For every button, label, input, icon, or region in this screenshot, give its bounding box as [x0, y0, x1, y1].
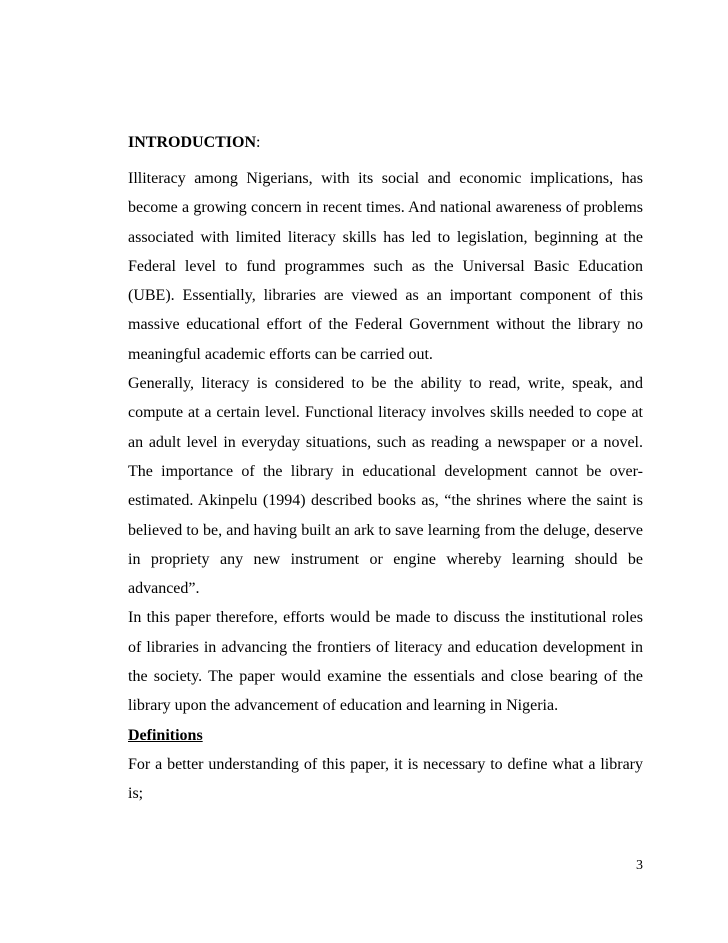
- section-heading: [128, 131, 643, 155]
- definitions-heading: Definitions: [128, 726, 203, 744]
- page-number: 3: [636, 858, 643, 873]
- paragraph-paper-purpose: In this paper therefore, efforts would be made to discuss the institutional roles of libraries in advancing the frontiers of literacy and education development in the society. The paper would examine the essentials and close bearing of the library upon the advancement of education and learning in Nigeria.: [128, 609, 643, 715]
- heading-colon: :: [256, 134, 261, 151]
- paragraph-definitions: For a better understanding of this paper, it is necessary to define what a library is;: [128, 755, 643, 803]
- introduction-title: INTRODUCTION: [128, 134, 257, 151]
- paragraph-illiteracy: Illiteracy among Nigerians, with its social and economic implications, has become a growing concern in recent times. And national awareness of problems associated with limited literacy skills has led to legislation, beginning at the Federal level to fund programmes such as the Universal Basic Education (UBE). Essentially, libraries are viewed as an important component of this massive educational effort of the Federal Government without the library no meaningful academic efforts can be carried out.: [128, 170, 643, 363]
- page-content: [128, 131, 643, 809]
- paragraph-literacy-definition: Generally, literacy is considered to be the ability to read, write, speak, and compute at a certain level. Functional literacy involves skills needed to cope at an adult level in everyday situations, such as reading a newspaper or a novel. The importance of the library in educational development cannot be over-estimated. Akinpelu (1994) described books as, “the shrines where the saint is believed to be, and having built an ark to save learning from the deluge, deserve in propriety any new instrument or engine whereby learning should be advanced”.: [128, 375, 643, 598]
